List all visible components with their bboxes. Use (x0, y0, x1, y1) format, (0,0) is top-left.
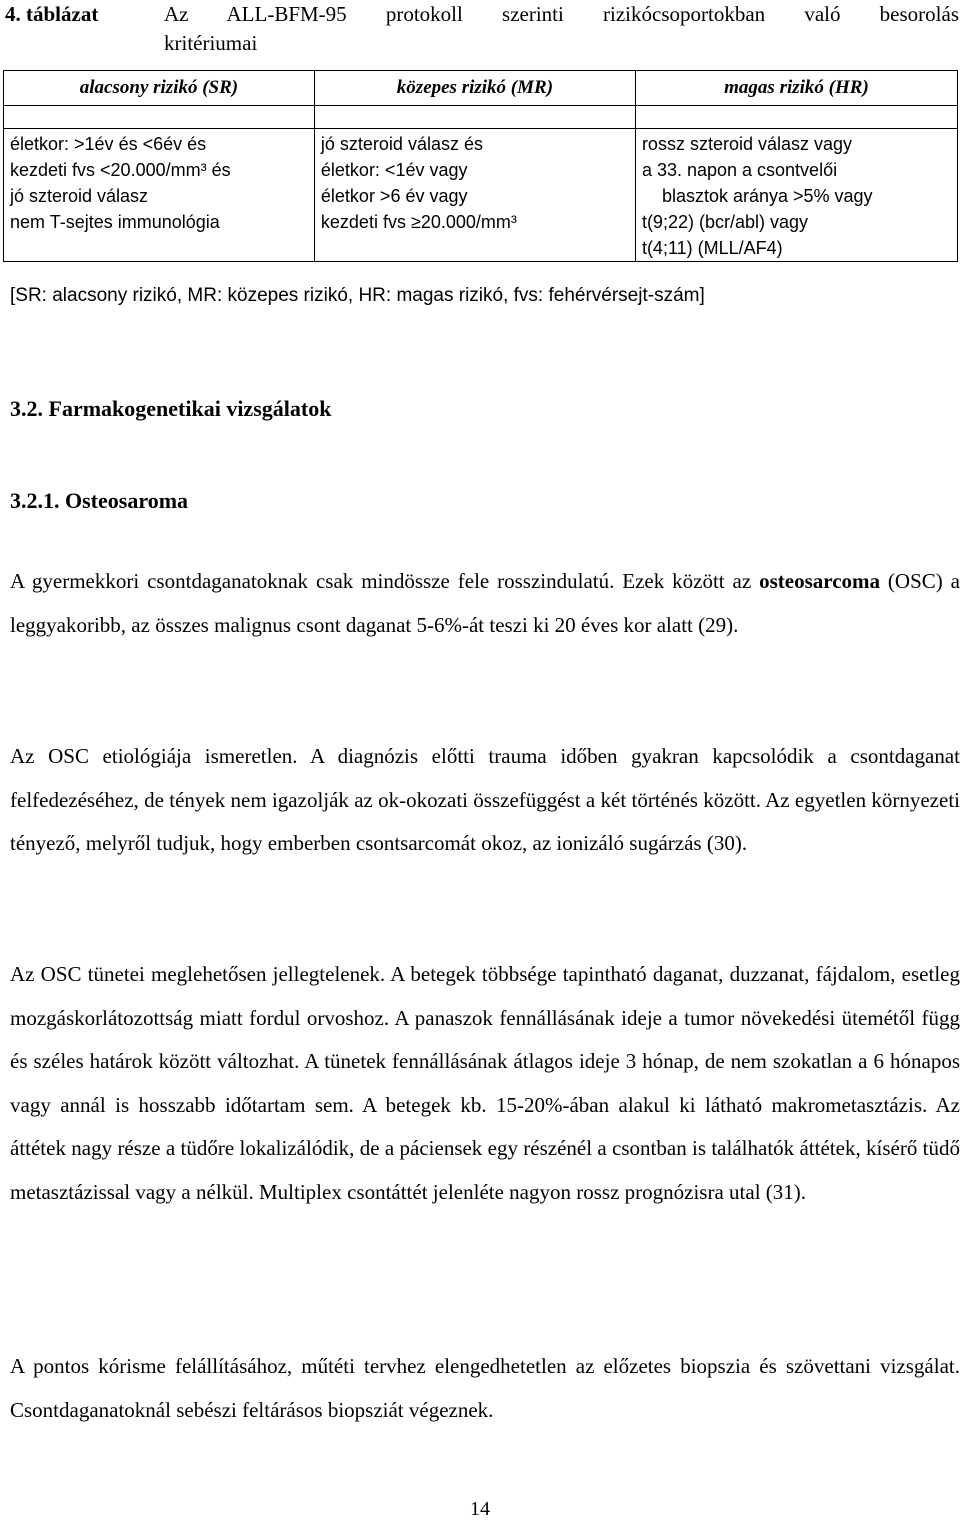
header-hr: magas rizikó (HR) (635, 71, 957, 106)
header-sr: alacsony rizikó (SR) (4, 71, 315, 106)
hr-line: t(4;11) (MLL/AF4) (641, 238, 783, 258)
table-legend: [SR: alacsony rizikó, MR: közepes rizikó, HR: magas rizikó, fvs: fehérvérsejt-szám] (10, 285, 705, 306)
caption-text-line2: kritériumai (164, 31, 258, 55)
paragraph-2: Az OSC etiológiája ismeretlen. A diagnózis előtti trauma időben gyakran kapcsolódik a csontdaganat felfedezéséhez, de tények nem igazolják az ok-okozati összefüggést a két történés között. Az egyetlen környezeti tényező, melyről tudjuk, hogy emberben csontsarcomát okoz, az ionizáló sugárzás (30). (10, 744, 960, 855)
page-number: 14 (470, 1498, 490, 1520)
caption-label: 4. táblázat (5, 2, 99, 26)
hr-line: t(9;22) (bcr/abl) vagy (641, 212, 808, 232)
sr-criteria-cell (4, 129, 315, 262)
sr-line: jó szteroid válasz (10, 186, 149, 206)
hr-line: blasztok aránya >5% vagy (661, 186, 873, 206)
mr-line: életkor >6 év vagy (320, 186, 468, 206)
paragraph-1 (10, 560, 960, 647)
subsection-heading: 3.2.1. Osteosaroma (10, 488, 189, 513)
mr-line: jó szteroid válasz és (320, 134, 483, 154)
sr-line: életkor: >1év és <6év és (10, 134, 207, 154)
sr-line: nem T-sejtes immunológia (10, 212, 220, 232)
spacer-cell (314, 106, 635, 129)
spacer-cell (635, 106, 957, 129)
paragraph-3: Az OSC tünetei meglehetősen jellegtelenek. A betegek többsége tapintható daganat, duzzanat, fájdalom, esetleg mozgáskorlátozottság miatt fordul orvoshoz. A panaszok fennállásának ideje a tumor növekedési ütemétől függ és széles határok között változhat. A tünetek fennállásának átlagos ideje 3 hónap, de nem szokatlan a 6 hónapos vagy annál is hosszabb időtartam sem. A betegek kb. 15-20%-ában alakul ki látható makrometasztázis. Az áttétek nagy része a tüdőre lokalizálódik, de a páciensek egy részénél a csontban is találhatók áttétek, kísérő tüdő metasztázissal vagy a nélkül. Multiplex csontáttét jelenléte nagyon rossz prognózisra utal (31). (10, 962, 960, 1204)
paragraph-1-bold-term: osteosarcoma (759, 569, 881, 593)
section-heading: 3.2. Farmakogenetikai vizsgálatok (10, 396, 332, 421)
sr-line: kezdeti fvs <20.000/mm³ és (10, 160, 231, 180)
caption-text-line1: Az ALL-BFM-95 protokoll szerinti rizikócsoportokban való besorolás (164, 2, 959, 26)
paragraph-4: A pontos kórisme felállításához, műtéti tervhez elengedhetetlen az előzetes biopszia és szövettani vizsgálat. Csontdaganatoknál sebészi feltárásos biopsziát végeznek. (10, 1354, 960, 1422)
risk-criteria-table (3, 70, 958, 262)
paragraph-1-start: A gyermekkori csontdaganatoknak csak mindössze fele rosszindulatú. Ezek között az (10, 569, 752, 593)
hr-line: rossz szteroid válasz vagy (641, 134, 853, 154)
mr-criteria-cell (314, 129, 635, 262)
mr-line: életkor: <1év vagy (320, 160, 468, 180)
hr-line: a 33. napon a csontvelői (641, 160, 838, 180)
hr-criteria-cell (635, 129, 957, 262)
spacer-cell (4, 106, 315, 129)
header-mr: közepes rizikó (MR) (314, 71, 635, 106)
paragraph-1-end: (OSC) a leggyakoribb, az összes malignus csont daganat 5-6%-át teszi ki 20 éves kor alatt (29). (10, 569, 960, 637)
mr-line: kezdeti fvs ≥20.000/mm³ (320, 212, 517, 232)
